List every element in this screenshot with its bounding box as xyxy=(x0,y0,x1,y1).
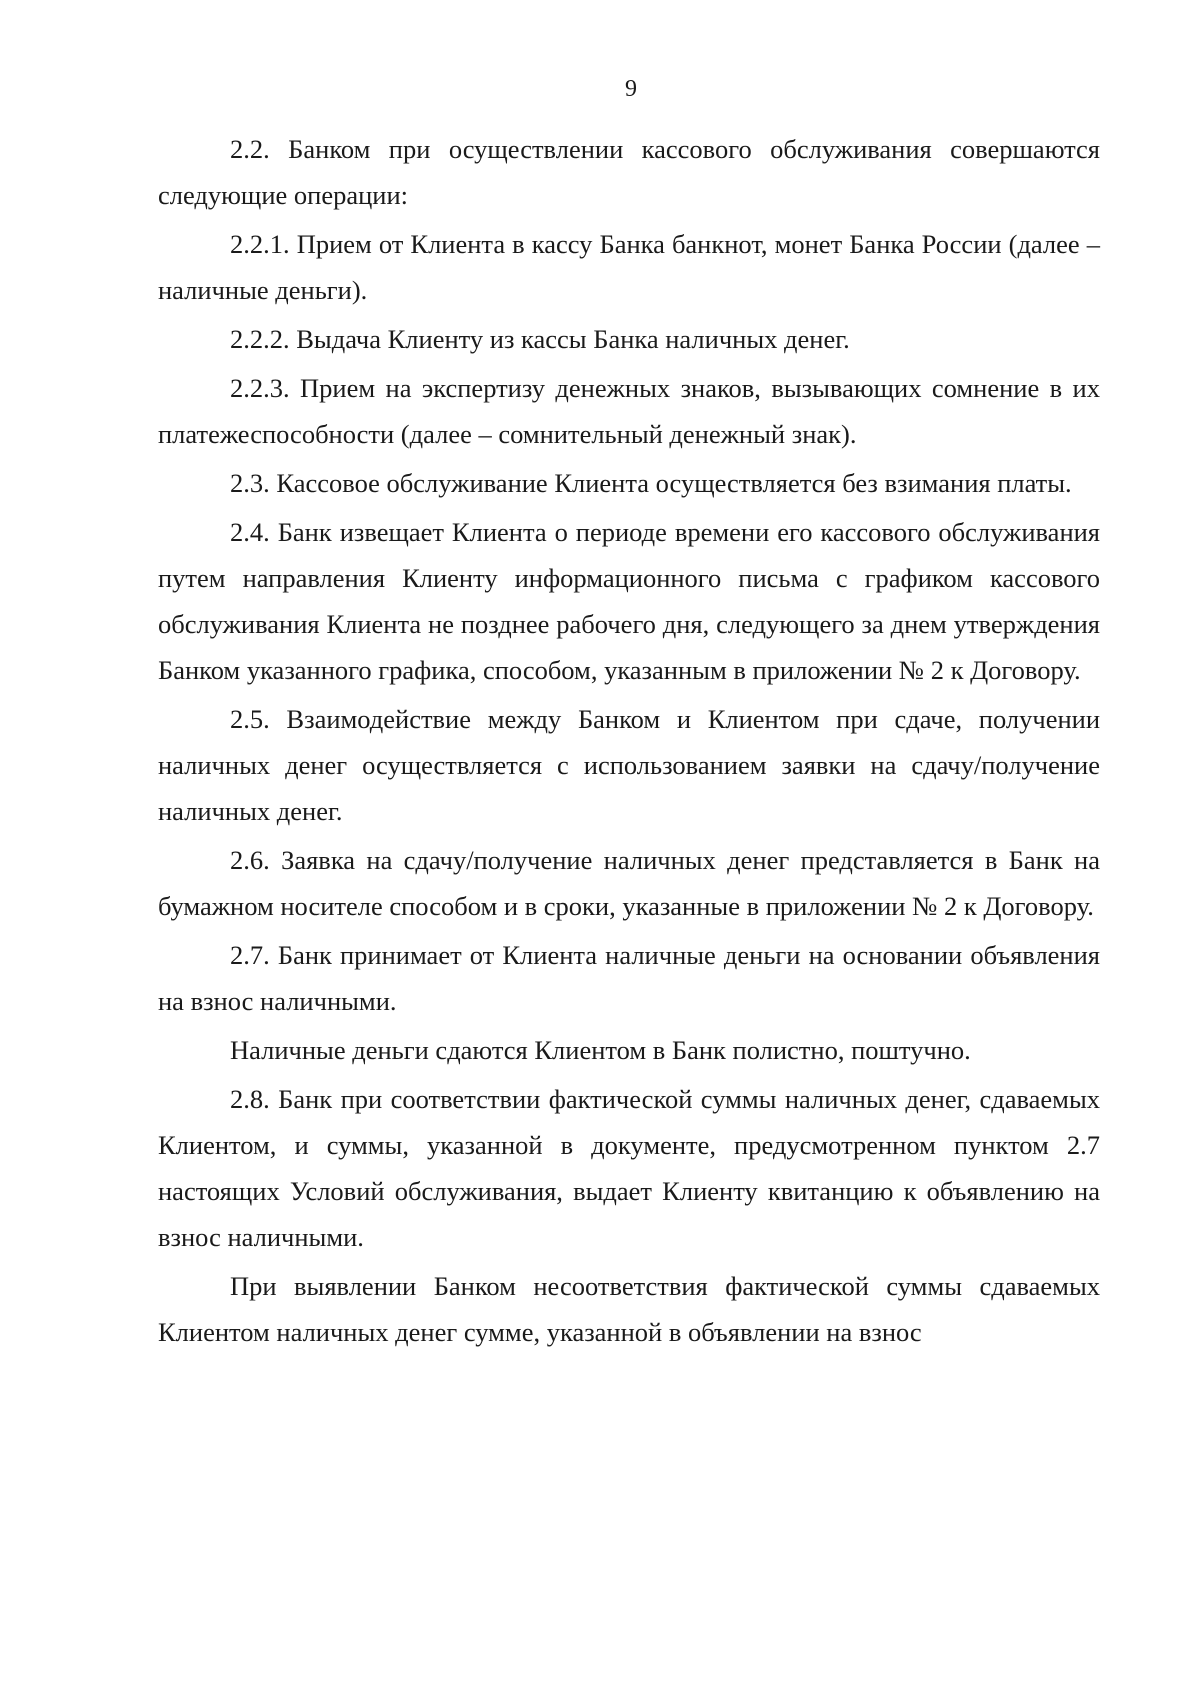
paragraph-2-2-2: 2.2.2. Выдача Клиенту из кассы Банка наличных денег. xyxy=(230,324,850,354)
page-number: 9 xyxy=(625,76,637,102)
paragraph-2-8-continued: При выявлении Банком несоответствия фактической суммы сдаваемых Клиентом наличных денег сумме, указанной в объявлении на взнос xyxy=(158,1271,1100,1347)
paragraph-2-7: 2.7. Банк принимает от Клиента наличные деньги на основании объявления на взнос наличными. xyxy=(158,940,1100,1016)
paragraph-2-2-3: 2.2.3. Прием на экспертизу денежных знаков, вызывающих сомнение в их платежеспособности (далее – сомнительный денежный знак). xyxy=(158,373,1100,449)
paragraph-2-2: 2.2. Банком при осуществлении кассового обслуживания совершаются следующие операции: xyxy=(158,134,1100,210)
paragraph-2-4: 2.4. Банк извещает Клиента о периоде времени его кассового обслуживания путем направления Клиенту информационного письма с графиком кассового обслуживания Клиента не позднее рабочего дня, следующего за днем утверждения Банком указанного графика, способом, указанным в приложении № 2 к Договору. xyxy=(158,517,1100,685)
paragraph-2-8: 2.8. Банк при соответствии фактической суммы наличных денег, сдаваемых Клиентом, и суммы, указанной в документе, предусмотренном пунктом 2.7 настоящих Условий обслуживания, выдает Клиенту квитанцию к объявлению на взнос наличными. xyxy=(158,1084,1100,1252)
paragraph-2-6: 2.6. Заявка на сдачу/получение наличных денег представляется в Банк на бумажном носителе способом и в сроки, указанные в приложении № 2 к Договору. xyxy=(158,845,1100,921)
paragraph-2-3: 2.3. Кассовое обслуживание Клиента осуществляется без взимания платы. xyxy=(230,468,1072,498)
paragraph-2-5: 2.5. Взаимодействие между Банком и Клиентом при сдаче, получении наличных денег осуществляется с использованием заявки на сдачу/получение наличных денег. xyxy=(158,704,1100,826)
document-body xyxy=(158,126,1100,1355)
paragraph-2-7-note: Наличные деньги сдаются Клиентом в Банк полистно, поштучно. xyxy=(230,1035,971,1065)
paragraph-2-2-1: 2.2.1. Прием от Клиента в кассу Банка банкнот, монет Банка России (далее – наличные деньги). xyxy=(158,229,1100,305)
